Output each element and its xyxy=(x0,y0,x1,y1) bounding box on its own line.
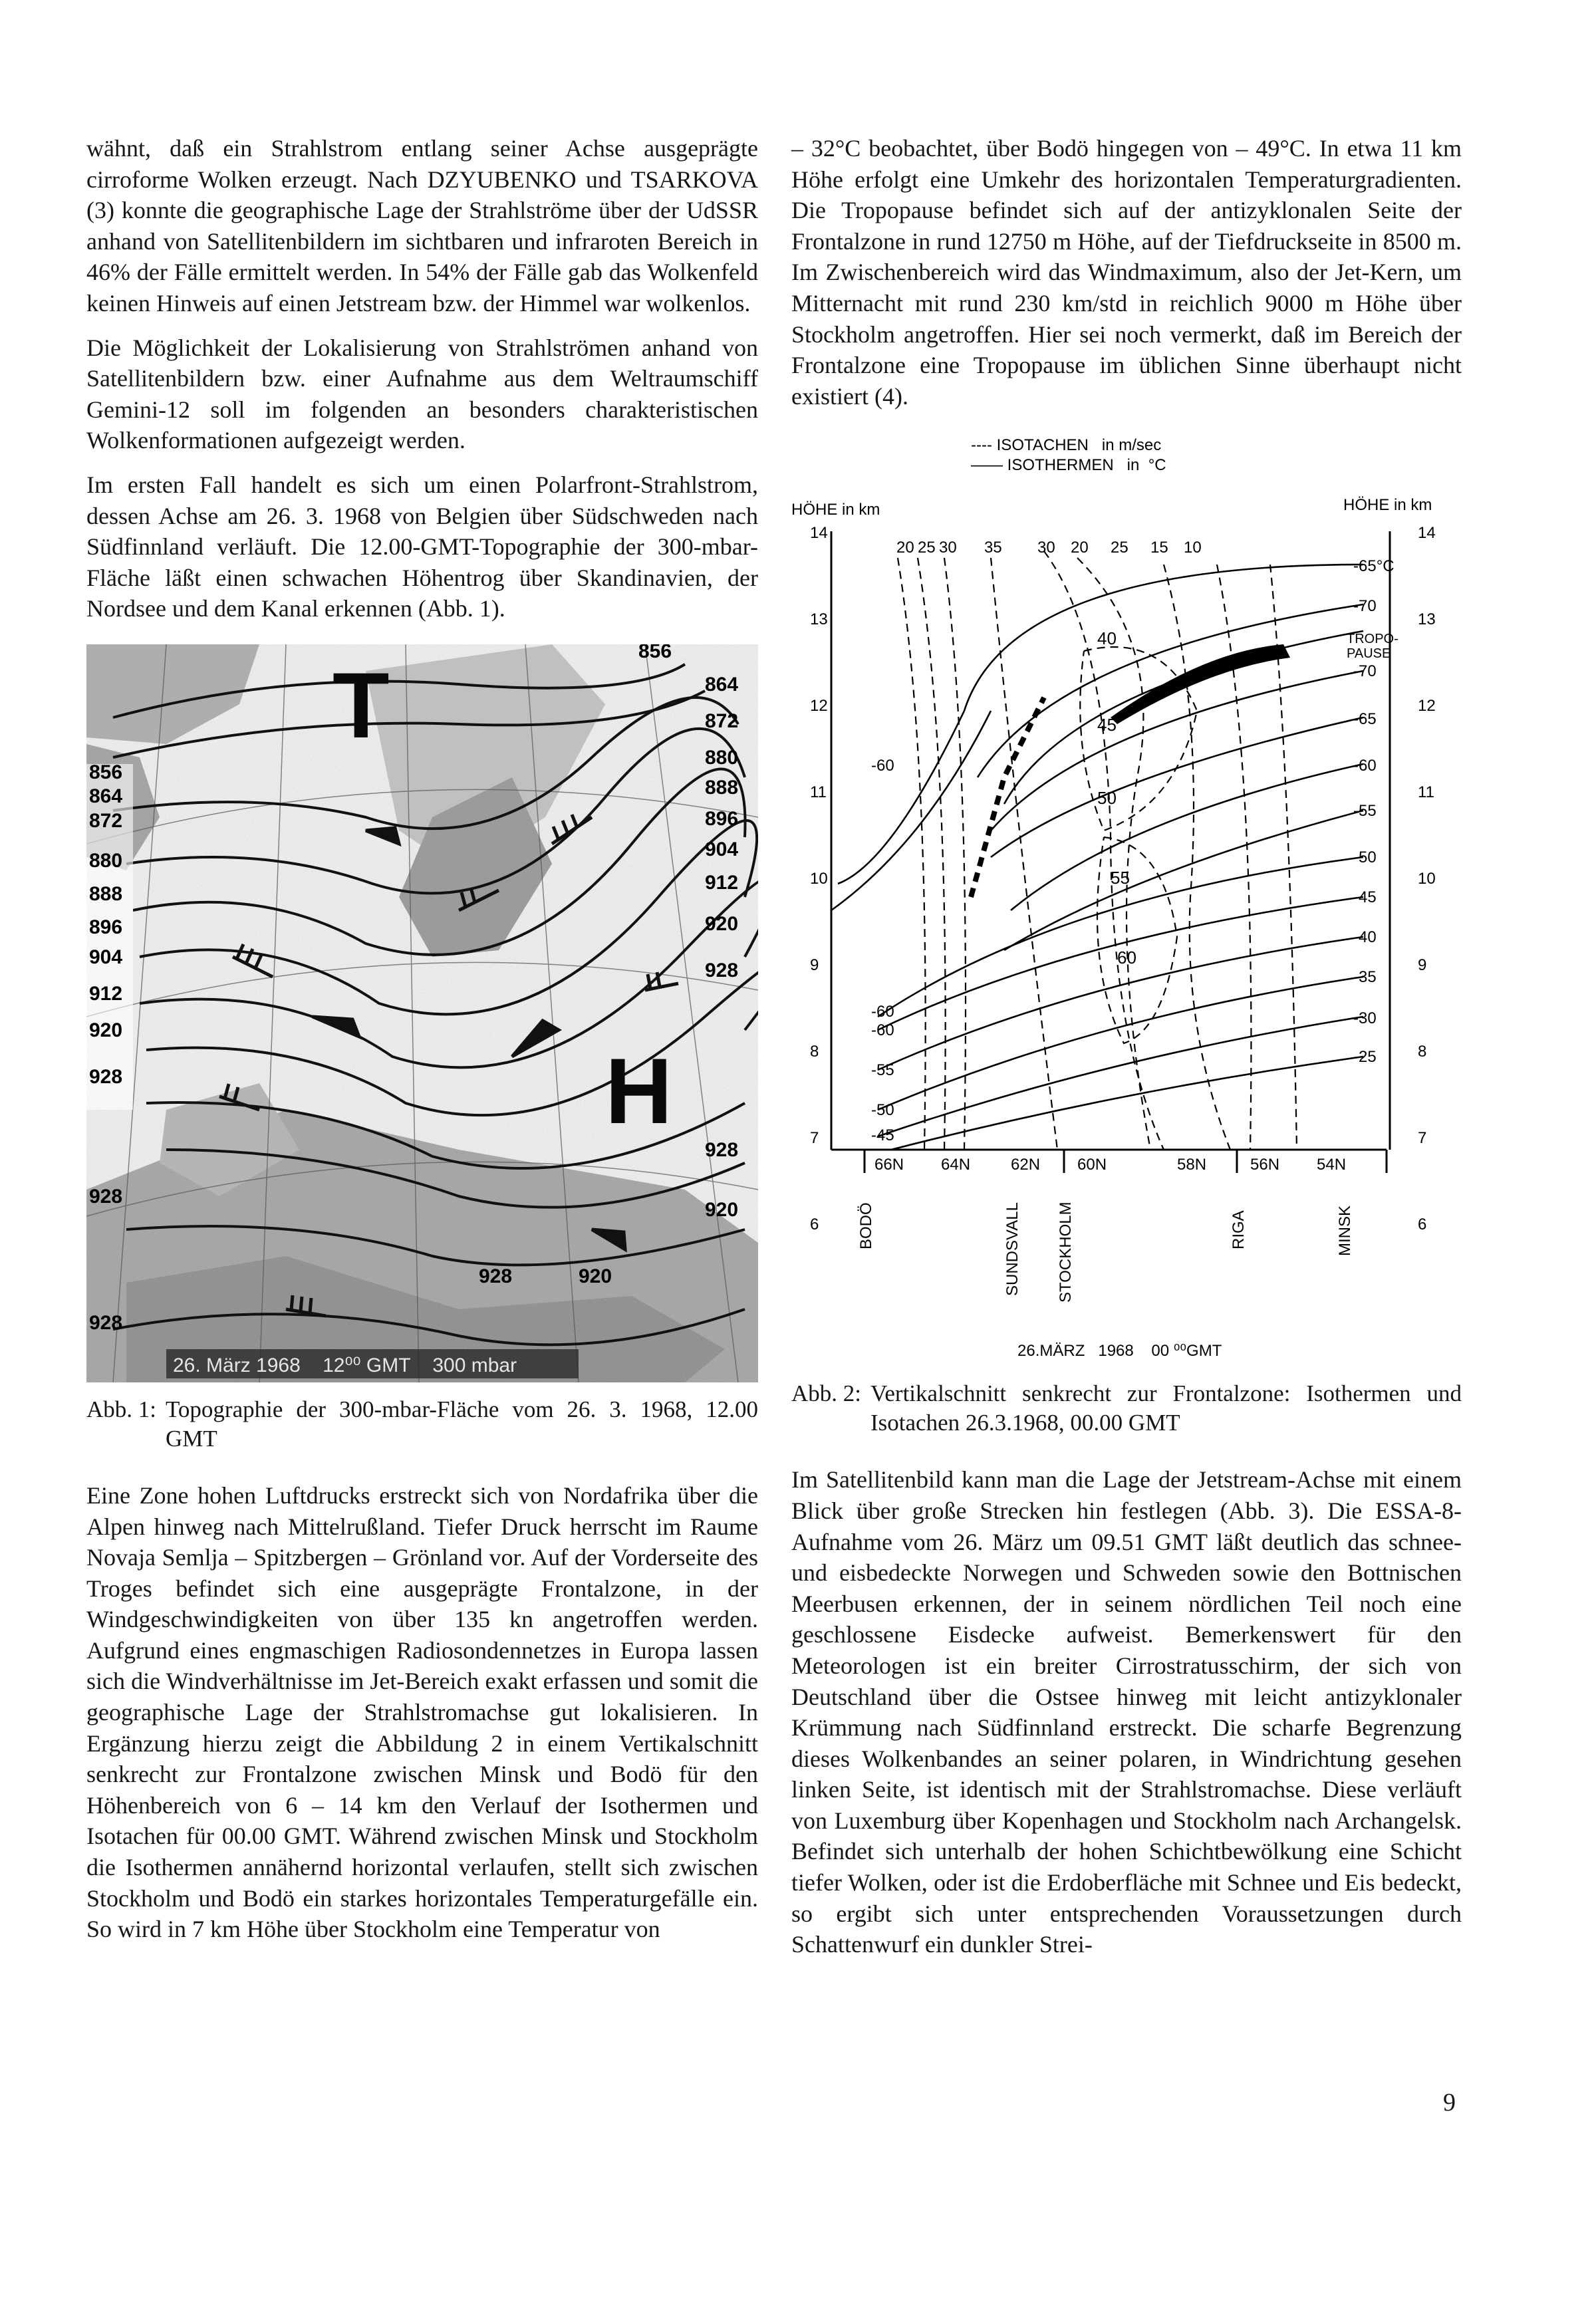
isotach-label: 25 xyxy=(918,539,936,557)
y-axis-label-right: HÖHE in km xyxy=(1343,496,1432,515)
x-tick: 66N xyxy=(874,1156,904,1174)
station-label: MINSK xyxy=(1336,1206,1354,1257)
isohypse-label: 896 xyxy=(89,916,123,938)
figure-1-map xyxy=(86,644,758,1386)
figure-2-date: 26.MÄRZ 1968 00 ⁰⁰GMT xyxy=(1017,1342,1222,1360)
caption-label: Abb. 2: xyxy=(791,1380,861,1407)
station-label: SUNDSVALL xyxy=(1003,1202,1021,1297)
tropopause-label: PAUSE xyxy=(1347,646,1391,662)
isohypse-label: 856 xyxy=(638,644,672,662)
y-tick: 12 xyxy=(1418,697,1436,715)
low-pressure-label: T xyxy=(332,652,390,757)
axes xyxy=(831,531,1390,1150)
caption-text: Vertikalschnitt senkrecht zur Frontalzone: Isothermen und Isotachen 26.3.1968, 00.00 GMT xyxy=(870,1380,1462,1436)
y-tick: 11 xyxy=(810,783,827,802)
isotherm-label: -55 xyxy=(1353,802,1377,821)
isotach-top-labels xyxy=(896,539,1202,557)
isohypse-label: 888 xyxy=(89,882,123,905)
isotherm-label: -65 xyxy=(1353,710,1377,729)
isohypse-label: 872 xyxy=(705,709,739,732)
isohypse-label: 888 xyxy=(705,776,739,799)
isotach-label: 20 xyxy=(896,539,914,557)
y-tick: 7 xyxy=(1418,1129,1427,1148)
station-labels xyxy=(857,1202,1354,1303)
station-label: RIGA xyxy=(1230,1210,1248,1250)
legend xyxy=(971,436,1166,474)
tropopause-label: TROPO- xyxy=(1347,632,1398,647)
isotach-label: 25 xyxy=(1111,539,1129,557)
y-tick: 8 xyxy=(810,1043,819,1061)
y-tick: 8 xyxy=(1418,1043,1427,1061)
y-tick: 11 xyxy=(1418,783,1434,802)
isotherm-label: -25 xyxy=(1353,1048,1377,1067)
isohypse-label: 928 xyxy=(479,1265,513,1287)
caption-label: Abb. 1: xyxy=(86,1396,156,1422)
x-tick: 64N xyxy=(941,1156,971,1174)
y-axis-label-left: HÖHE in km xyxy=(791,501,880,519)
paragraph: – 32°C beobachtet, über Bodö hingegen von – 49°C. In etwa 11 km Höhe erfolgt eine Umkehr des horizontalen Temperaturgradienten. Die Tropopause befindet sich auf der antizyklonalen Seite der Frontalzone in rund 12750 m Höhe, auf der Tiefdruckseite in 8500 m. Im Zwischenbereich wird das Windmaximum, also der Jet-Kern, um Mitternacht mit rund 230 km/std in reichlich 9000 m Höhe über Stockholm angetroffen. Hier sei noch vermerkt, daß im Bereich der Frontalzone eine Tropopause im üblichen Sinne überhaupt nicht existiert (4). xyxy=(791,135,1462,410)
y-tick: 9 xyxy=(810,956,819,975)
y-tick: 6 xyxy=(810,1216,819,1234)
y-tick: 10 xyxy=(810,870,828,888)
isotherm-label: -35 xyxy=(1353,968,1377,987)
isotherm-label: -45 xyxy=(871,1126,894,1145)
caption-text: Topographie der 300-mbar-Fläche vom 26. 3. 1968, 12.00 GMT xyxy=(166,1396,758,1452)
y-tick: 14 xyxy=(810,524,828,543)
right-column xyxy=(791,133,1462,1974)
isotherm-label: -40 xyxy=(1353,928,1377,947)
isohypse-label: 928 xyxy=(89,1185,123,1208)
paragraph: Im Satellitenbild kann man die Lage der Jetstream-Achse mit einem Blick über große Strecken hin festlegen (Abb. 3). Die ESSA-8-Aufnahme vom 26. März um 09.51 GMT läßt deutlich das schnee- und eisbedeckte Norwegen und Schweden sowie den Bottnischen Meerbusen erkennen, der in seinem nördlichen Teil noch eine geschlossene Eisdecke aufweist. Bemerkenswert für den Meteorologen ist ein breiter Cirrostratusschirm, der sich von Deutschland über die Ostsee hinweg mit leicht antizyklonaler Krümmung nach Südfinnland erstreckt. Die scharfe Begrenzung dieses Wolkenbandes an seiner polaren, in Windrichtung gesehen linken Seite, ist identisch mit der Strahlstromachse. Diese verläuft von Luxemburg über Kopenhagen und Stockholm nach Archangelsk. Befindet sich unterhalb der hohen Schichtbewölkung eine Schicht tiefer Wolken, oder ist die Erdoberfläche mit Schnee und Eis bedeckt, so ergibt sich unter entsprechenden Voraussetzungen durch Schattenwurf ein dunkler Strei- xyxy=(791,1466,1462,1958)
y-tick: 12 xyxy=(810,697,828,715)
isohypse-label: 928 xyxy=(89,1311,123,1334)
x-tick: 56N xyxy=(1250,1156,1280,1174)
isotach-label: 30 xyxy=(939,539,957,557)
isotherm-label: -50 xyxy=(1353,848,1377,867)
isotherm-label: -60 xyxy=(871,1021,894,1040)
isohypse-label: 904 xyxy=(705,838,739,860)
isotach-label: 15 xyxy=(1150,539,1168,557)
y-tick: 13 xyxy=(810,610,828,629)
isohypse-label: 880 xyxy=(705,746,739,769)
x-tick: 62N xyxy=(1011,1156,1041,1174)
isotach-label: 45 xyxy=(1097,715,1117,735)
isotach-label: 55 xyxy=(1111,868,1130,888)
isotherm-label: -60 xyxy=(871,1003,894,1021)
figure-1-caption xyxy=(86,1395,758,1454)
x-tick: 60N xyxy=(1077,1156,1107,1174)
legend-isotachen: ---- ISOTACHEN in m/sec xyxy=(971,436,1162,455)
isotach-label: 35 xyxy=(984,539,1002,557)
isotach-label: 20 xyxy=(1071,539,1089,557)
isotherm-label: -30 xyxy=(1353,1009,1377,1028)
y-tick: 6 xyxy=(1418,1216,1427,1234)
station-label: STOCKHOLM xyxy=(1057,1202,1075,1303)
paragraph: Die Möglichkeit der Lokalisierung von Strahlströmen anhand von Satellitenbildern bzw. einer Aufnahme aus dem Weltraumschiff Gemini-12 soll im folgenden an besonders charakteristischen Wolkenformationen aufgezeigt werden. xyxy=(86,334,758,454)
x-tick: 54N xyxy=(1317,1156,1347,1174)
x-tick: 58N xyxy=(1177,1156,1207,1174)
left-column xyxy=(86,133,758,1958)
isotherm-label: -70 xyxy=(1353,662,1377,681)
isohypse-label: 920 xyxy=(705,1198,739,1221)
cross-section-svg xyxy=(791,432,1462,1436)
isotach-label: 30 xyxy=(1037,539,1055,557)
isohypse-label: 856 xyxy=(89,761,123,783)
isohypse-label: 920 xyxy=(89,1019,123,1041)
paragraph: wähnt, daß ein Strahlstrom entlang seiner Achse ausgeprägte cirroforme Wolken erzeugt. Nach DZYUBENKO und TSARKOVA (3) konnte die geographische Lage der Strahlströme über der UdSSR anhand von Satellitenbildern im sichtbaren und infraroten Bereich in 46% der Fälle ermittelt werden. In 54% der Fälle gab das Wolkenfeld keinen Hinweis auf einen Jetstream bzw. der Himmel war wolkenlos. xyxy=(86,135,758,317)
isotach-label: 40 xyxy=(1097,628,1117,649)
isotherm-label: -65°C xyxy=(1353,557,1395,576)
isotherm-label: -60 xyxy=(1353,757,1377,775)
y-tick: 14 xyxy=(1418,524,1436,543)
y-tick: 9 xyxy=(1418,956,1427,975)
isohypse-label: 872 xyxy=(89,809,123,832)
isohypse-label: 880 xyxy=(89,849,123,872)
legend-isothermen: —— ISOTHERMEN in °C xyxy=(971,456,1166,475)
high-pressure-label: H xyxy=(605,1038,673,1143)
map-stamp: 26. März 1968 12⁰⁰ GMT 300 mbar xyxy=(173,1354,517,1376)
isohypse-label: 920 xyxy=(579,1265,612,1287)
paragraph: Eine Zone hohen Luftdrucks erstreckt sich von Nordafrika über die Alpen hinweg nach Mittelrußland. Tiefer Druck herrscht im Raume Novaja Semlja – Spitzbergen – Grönland vor. Auf der Vorderseite des Troges befindet sich eine ausgeprägte Frontalzone, in der Windgeschwindigkeiten von über 135 kn angetroffen werden. Aufgrund eines engmaschigen Radiosondennetzes in Europa lassen sich die Windverhältnisse im Jet-Bereich exakt erfassen und somit die geographische Lage der Strahlstromachse gut lokalisieren. In Ergänzung hierzu zeigt die Abbildung 2 in einem Vertikalschnitt senkrecht zur Frontalzone zwischen Minsk und Bodö für den Höhenbereich von 6 – 14 km den Verlauf der Isothermen und Isotachen für 00.00 GMT. Während zwischen Minsk und Stockholm die Isothermen annähernd horizontal verlaufen, stellt sich zwischen Stockholm und Bodö ein starkes horizontales Temperaturgefälle ein. So wird in 7 km Höhe über Stockholm eine Temperatur von xyxy=(86,1481,758,1943)
isotherm-label: -70 xyxy=(1353,597,1377,616)
y-tick: 7 xyxy=(810,1129,819,1148)
isohypse-label: 896 xyxy=(705,807,739,830)
isohypse-label: 912 xyxy=(705,871,739,894)
weather-map-svg xyxy=(86,644,758,1382)
isotherm-label: -55 xyxy=(871,1061,894,1080)
y-tick: 13 xyxy=(1418,610,1436,629)
isotach-label: 60 xyxy=(1117,948,1136,968)
isotherm-label: -45 xyxy=(1353,888,1377,907)
isohypse-label: 912 xyxy=(89,982,123,1005)
figure-2-cross-section xyxy=(791,432,1462,1439)
station-label: BODÖ xyxy=(857,1202,875,1250)
isohypse-label: 904 xyxy=(89,946,123,968)
isotach-label: 50 xyxy=(1097,788,1117,809)
y-tick: 10 xyxy=(1418,870,1436,888)
isohypse-label: 864 xyxy=(89,785,123,807)
page-number: 9 xyxy=(1443,2089,1456,2117)
isotach-label: 10 xyxy=(1184,539,1202,557)
isotherm-label: -60 xyxy=(871,757,894,775)
paragraph: Im ersten Fall handelt es sich um einen Polarfront-Strahlstrom, dessen Achse am 26. 3. 1968 von Belgien über Südschweden nach Südfinnland verläuft. Die 12.00-GMT-Topographie der 300-mbar-Fläche läßt einen schwachen Höhentrog über Skandinavien, der Nordsee und dem Kanal erkennen (Abb. 1). xyxy=(86,471,758,622)
x-ticks xyxy=(874,1156,1346,1174)
isohypse-label: 928 xyxy=(705,959,739,981)
isohypse-label: 920 xyxy=(705,912,739,935)
isotherm-left-labels xyxy=(871,757,894,1144)
isohypse-label: 928 xyxy=(89,1065,123,1088)
isohypse-label: 864 xyxy=(705,673,739,696)
isohypse-label: 928 xyxy=(705,1138,739,1161)
isotherm-label: -50 xyxy=(871,1101,894,1120)
isotach-inner-labels xyxy=(1097,628,1136,967)
